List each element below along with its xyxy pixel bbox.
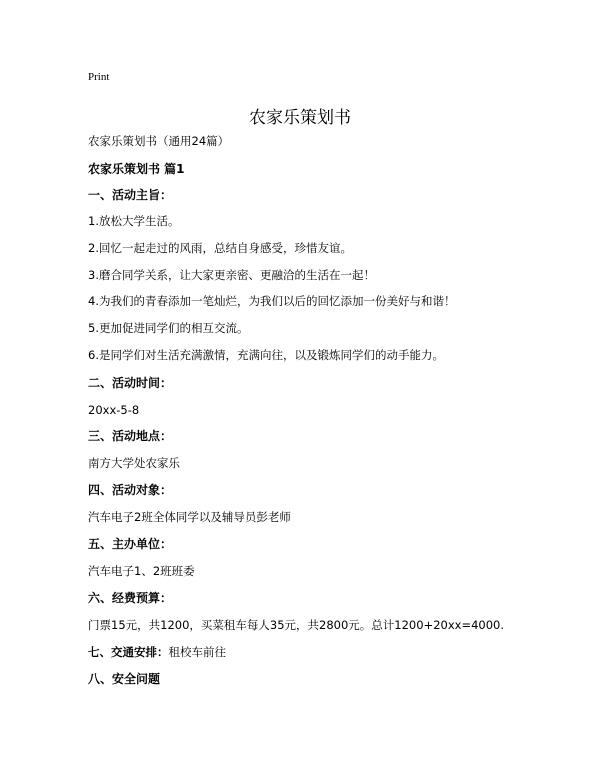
activity-location-value: 南方大学处农家乐 (88, 456, 180, 470)
transport-line (88, 644, 226, 660)
budget-value: 门票15元，共1200，买菜租车每人35元，共2800元。总计1200+20xx=4000. (88, 618, 505, 632)
activity-participants-value: 汽车电子2班全体同学以及辅导员彭老师 (88, 510, 291, 524)
purpose-item-3: 3.磨合同学关系，让大家更亲密、更融洽的生活在一起！ (88, 268, 375, 282)
heading-organizer: 五、主办单位： (88, 537, 173, 551)
activity-time-value: 20xx-5-8 (88, 403, 140, 417)
print-label: Print (88, 71, 110, 83)
purpose-item-5: 5.更加促进同学们的相互交流。 (88, 321, 249, 335)
purpose-item-2: 2.回忆一起走过的风雨，总结自身感受，珍惜友谊。 (88, 241, 352, 255)
document-subtitle: 农家乐策划书（通用24篇） (88, 134, 230, 148)
purpose-item-1: 1.放松大学生活。 (88, 214, 180, 228)
transport-value: 租校车前往 (168, 645, 226, 659)
heading-location: 三、活动地点： (88, 429, 173, 443)
section-title: 农家乐策划书 篇1 (88, 162, 185, 176)
heading-transport: 七、交通安排： (88, 645, 169, 659)
heading-participants: 四、活动对象： (88, 483, 173, 497)
heading-purpose: 一、活动主旨： (88, 188, 173, 202)
heading-budget: 六、经费预算： (88, 591, 173, 605)
purpose-item-4: 4.为我们的青春添加一笔灿烂，为我们以后的回忆添加一份美好与和谐！ (88, 294, 456, 308)
purpose-item-6: 6.是同学们对生活充满激情，充满向往，以及锻炼同学们的动手能力。 (88, 348, 444, 362)
heading-time: 二、活动时间： (88, 376, 173, 390)
organizer-value: 汽车电子1、2班班委 (88, 564, 195, 578)
heading-safety: 八、安全问题 (88, 672, 161, 686)
document-title: 农家乐策划书 (249, 108, 351, 128)
